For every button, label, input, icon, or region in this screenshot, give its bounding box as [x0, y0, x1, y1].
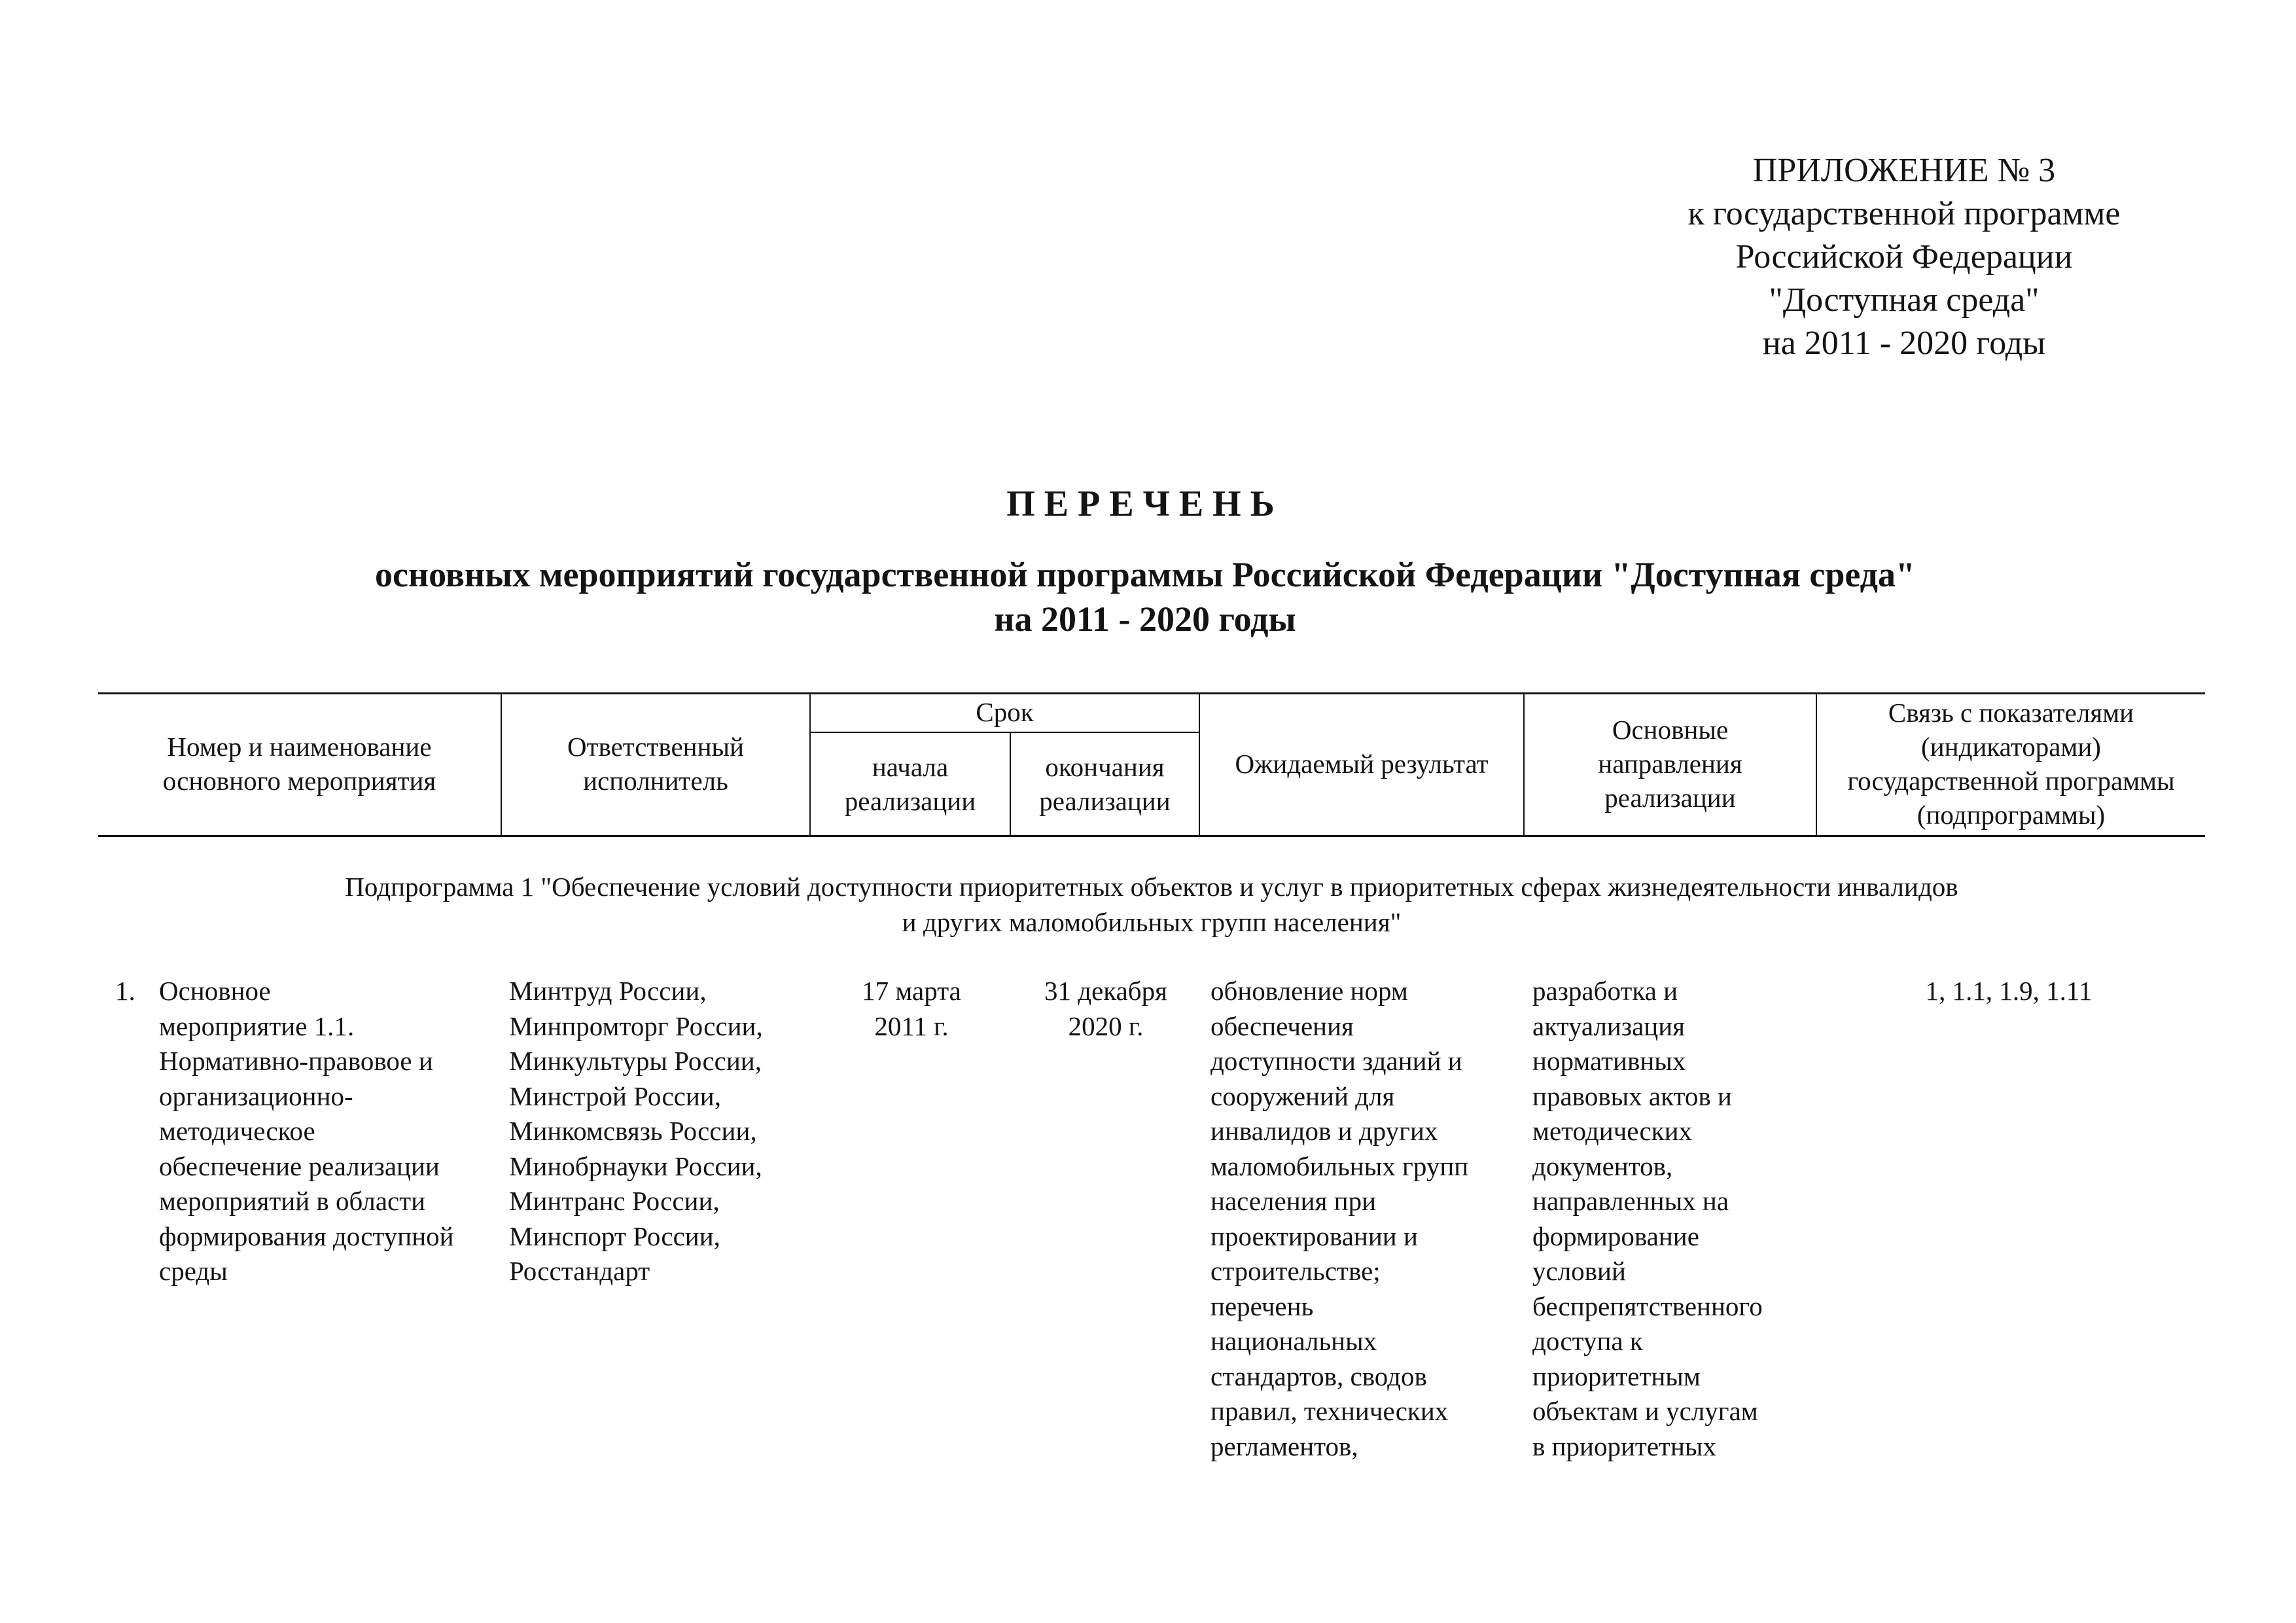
- header-link: Связь с показателями (индикаторами) государственной программы (подпрограммы): [1847, 698, 2175, 830]
- row-directions: разработка и актуализация нормативных правовых актов и методических документов, направленных на формирование условий беспрепятственного доступа к приоритетным объектам и услугам в приоритетных: [1532, 976, 1763, 1461]
- row-result: обновление норм обеспечения доступности зданий и сооружений для инвалидов и других маломобильных групп населения при проектировании и строительстве; перечень национальных стандартов, сводов правил, технических регламентов,: [1210, 976, 1469, 1461]
- header-term: Срок: [976, 697, 1034, 727]
- row-executor: Минтруд России, Минпромторг России, Минкультуры России, Минстрой России, Минкомсвязь России, Минобрнауки России, Минтранс России, Минспорт России, Росстандарт: [509, 976, 763, 1286]
- table-header: [98, 692, 2205, 838]
- appendix-line: "Доступная среда": [1769, 281, 2040, 319]
- appendix-line: Российской Федерации: [1735, 238, 2073, 276]
- row-end: 31 декабря 2020 г.: [1044, 976, 1168, 1041]
- row-number: 1.: [115, 976, 135, 1006]
- header-executor: Ответственный исполнитель: [567, 732, 745, 796]
- row-name: Основное мероприятие 1.1. Нормативно-правовое и организационно- методическое обеспечение реализации мероприятий в области формирования доступной среды: [159, 976, 454, 1286]
- subprogram-heading: Подпрограмма 1 "Обеспечение условий доступности приоритетных объектов и услуг в приоритетных сферах жизнедеятельности инвалидов и других маломобильных групп населения": [345, 872, 1958, 937]
- header-bottom-rule: [98, 835, 2205, 837]
- title-period: на 2011 - 2020 годы: [994, 599, 1296, 639]
- row-start: 17 марта 2011 г.: [862, 976, 961, 1041]
- header-end: окончания реализации: [1039, 752, 1171, 816]
- header-number-name: Номер и наименование основного мероприятия: [162, 732, 436, 796]
- appendix-line: на 2011 - 2020 годы: [1762, 325, 2046, 362]
- appendix-header: [1649, 149, 2159, 365]
- document-title: [196, 478, 2094, 641]
- title-main: ПЕРЕЧЕНЬ: [1006, 484, 1284, 524]
- header-result: Ожидаемый результат: [1235, 749, 1489, 779]
- appendix-number: ПРИЛОЖЕНИЕ № 3: [1752, 152, 2056, 189]
- title-subtitle: основных мероприятий государственной программы Российской Федерации "Доступная среда": [375, 555, 1915, 594]
- row-link: 1, 1.1, 1.9, 1.11: [1925, 976, 2093, 1006]
- header-start: начала реализации: [844, 752, 976, 816]
- appendix-line: к государственной программе: [1687, 195, 2121, 232]
- header-directions: Основные направления реализации: [1598, 715, 1742, 813]
